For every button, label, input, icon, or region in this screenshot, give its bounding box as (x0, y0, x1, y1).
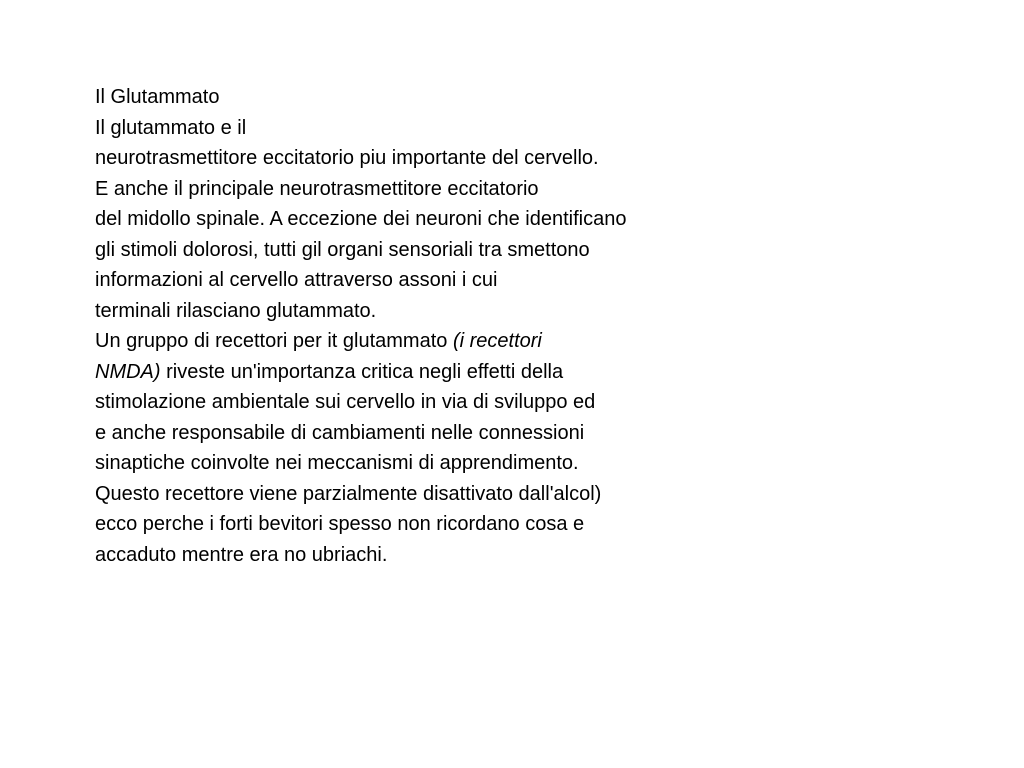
text-line: del midollo spinale. A eccezione dei neuroni che identificano (95, 208, 627, 230)
text-segment: Un gruppo di recettori per it glutammato (95, 330, 453, 352)
text-line (95, 326, 895, 357)
text-line: terminali rilasciano glutammato. (95, 299, 377, 322)
italic-segment: (i recettori (452, 330, 542, 352)
italic-segment: NMDA) (95, 360, 161, 383)
text-line: ecco perche i forti bevitori spesso non ricordano cosa e (95, 513, 585, 535)
text-line: sinaptiche coinvolte nei meccanismi di apprendimento. (95, 452, 579, 474)
text-line: E anche il principale neurotrasmettitore eccitatorio (95, 177, 539, 200)
text-line: accaduto mentre era no ubriachi. (95, 543, 388, 566)
text-line: Questo recettore viene parzialmente disattivato dall'alcol) (95, 482, 602, 505)
body-text (95, 82, 895, 570)
text-line: neurotrasmettitore eccitatorio piu importante del cervello. (95, 147, 599, 169)
text-line: Il glutammato e il (95, 116, 247, 139)
text-line: informazioni al cervello attraverso assoni i cui (95, 269, 498, 291)
text-line (95, 357, 895, 388)
text-line: gli stimoli dolorosi, tutti gil organi sensoriali tra smettono (95, 238, 590, 261)
text-line: stimolazione ambientale sui cervello in via di sviluppo ed (95, 391, 596, 413)
document-title: Il Glutammato (95, 86, 220, 108)
text-line: e anche responsabile di cambiamenti nelle connessioni (95, 421, 585, 444)
text-segment: riveste un'importanza critica negli effetti della (160, 360, 564, 383)
